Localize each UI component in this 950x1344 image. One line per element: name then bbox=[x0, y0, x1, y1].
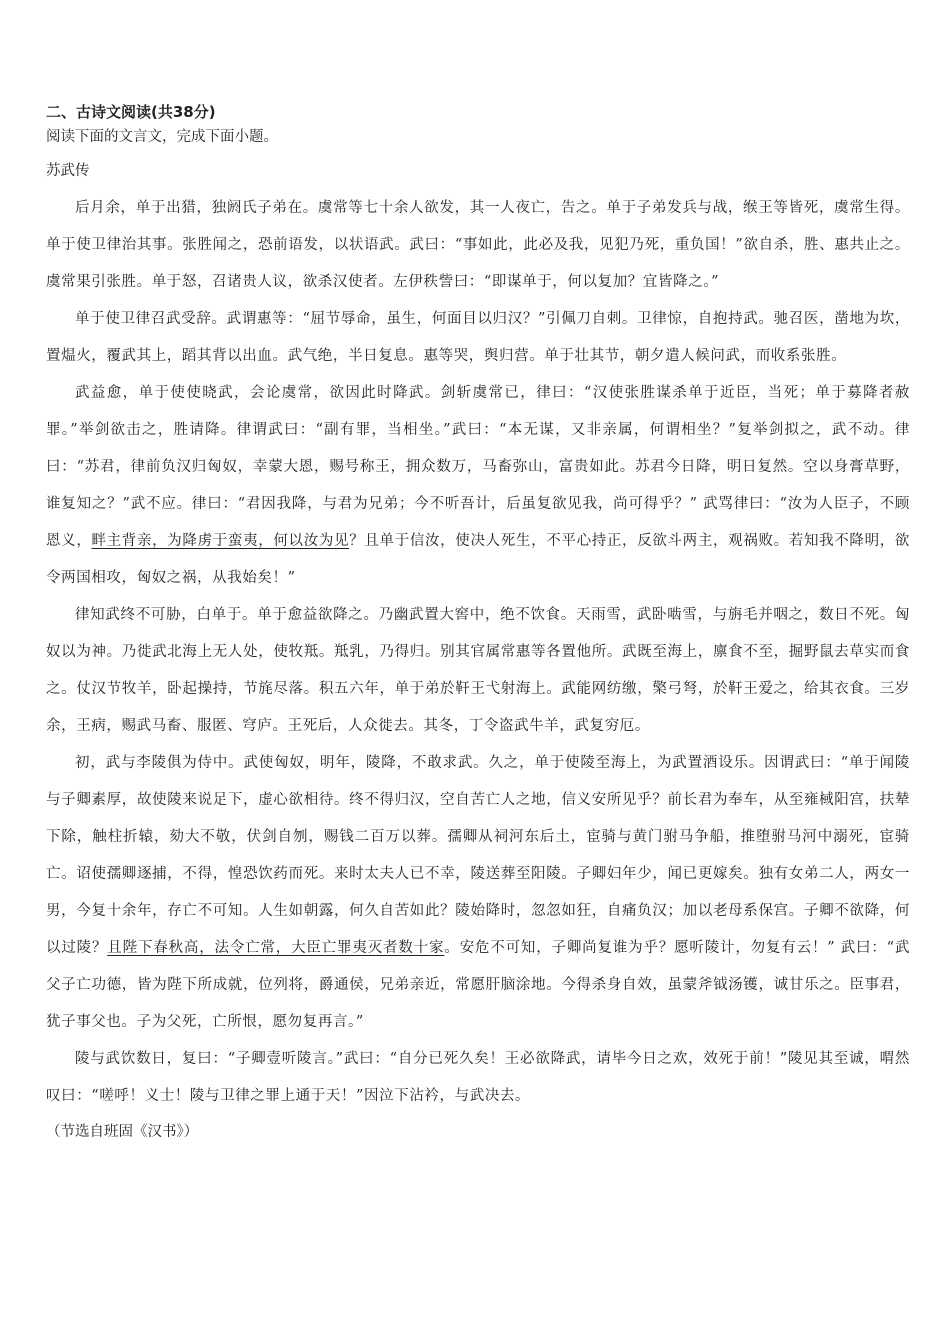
paragraph-1: 后月余，单于出猎，独阏氏子弟在。虞常等七十余人欲发，其一人夜亡，告之。单于子弟发兵与战，缑王等皆死，虞常生得。单于使卫律治其事。张胜闻之，恐前语发，以状语武。武曰：“事如此，此必及我，见犯乃死，重负国！”欲自杀，胜、惠共止之。虞常果引张胜。单于怒，召诸贵人议，欲杀汉使者。左伊秩訾曰：“即谋单于，何以复加？宜皆降之。” bbox=[46, 200, 910, 290]
paragraph-2: 单于使卫律召武受辞。武谓惠等：“屈节辱命，虽生，何面目以归汉？”引佩刀自刺。卫律惊，自抱持武。驰召医，凿地为坎，置煴火，覆武其上，蹈其背以出血。武气绝，半日复息。惠等哭，舆归营。单于壮其节，朝夕遣人候问武，而收系张胜。 bbox=[46, 311, 910, 364]
paragraph-6: 陵与武饮数日，复曰：“子卿壹听陵言。”武曰：“自分已死久矣！王必欲降武，请毕今日之欢，效死于前！”陵见其至诚，喟然叹曰：“嗟呼！义士！陵与卫律之罪上通于天！”因泣下沾衿，与武决去。 bbox=[46, 1051, 910, 1104]
underlined-sentence-2: 且陛下春秋高，法令亡常，大臣亡罪夷灭者数十家 bbox=[107, 940, 445, 956]
instruction-text: 阅读下面的文言文，完成下面小题。 bbox=[46, 129, 278, 145]
paragraph-5 bbox=[46, 745, 910, 1041]
paragraph-4: 律知武终不可胁，白单于。单于愈益欲降之。乃幽武置大窖中，绝不饮食。天雨雪，武卧啮雪，与旃毛并咽之，数日不死。匈奴以为神。乃徙武北海上无人处，使牧羝。羝乳，乃得归。别其官属常惠等各置他所。武既至海上，廪食不至，掘野鼠去草实而食之。仗汉节牧羊，卧起操持，节旄尽落。积五六年，单于弟於靬王弋射海上。武能网纺缴，檠弓弩，於靬王爱之，给其衣食。三岁余，王病，赐武马畜、服匿、穹庐。王死后，人众徙去。其冬，丁令盗武牛羊，武复穷厄。 bbox=[46, 607, 910, 734]
paragraph-3-text-a: 武益愈，单于使使晓武，会论虞常，欲因此时降武。剑斩虞常已，律曰：“汉使张胜谋杀单于近臣，当死；单于募降者赦罪。”举剑欲击之，胜请降。律谓武曰：“副有罪，当相坐。”武曰：“本无谋，又非亲属，何谓相坐？”复举剑拟之，武不动。律曰：“苏君，律前负汉归匈奴，幸蒙大恩，赐号称王，拥众数万，马畜弥山，富贵如此。苏君今日降，明日复然。空以身膏草野，谁复知之？”武不应。律曰：“君因我降，与君为兄弟；今不听吾计，后虽复欲见我，尚可得乎？” 武骂律曰：“汝为人臣子，不顾恩义， bbox=[46, 385, 910, 549]
source-citation: （节选自班固《汉书》） bbox=[46, 1124, 199, 1140]
document-page bbox=[46, 100, 910, 1147]
section-heading: 二、古诗文阅读(共38分) bbox=[46, 103, 216, 121]
paragraph-3-text-b: ？且单于信汝，使决人死生，不平心持正，反欲斗两主，观祸败。若知我不降明，欲令两国相攻，匈奴之祸，从我始矣！” bbox=[46, 533, 910, 586]
underlined-sentence-1: 畔主背亲，为降虏于蛮夷，何以汝为见 bbox=[91, 533, 350, 549]
passage-title: 苏武传 bbox=[46, 163, 90, 179]
paragraph-5-text-b: 。安危不可知，子卿尚复谁为乎？愿听陵计，勿复有云！” 武曰：“武父子亡功德，皆为陛下所成就，位列将，爵通侯，兄弟亲近，常愿肝脑涂地。今得杀身自效，虽蒙斧钺汤镬，诚甘乐之。臣事君，犹子事父也。子为父死，亡所恨，愿勿复再言。” bbox=[46, 940, 910, 1030]
paragraph-5-text-a: 初，武与李陵俱为侍中。武使匈奴，明年，陵降，不敢求武。久之，单于使陵至海上，为武置酒设乐。因谓武曰：“单于闻陵与子卿素厚，故使陵来说足下，虚心欲相待。终不得归汉，空自苦亡人之地，信义安所见乎？前长君为奉车，从至雍棫阳宫，扶辇下除，触柱折辕，劾大不敬，伏剑自刎，赐钱二百万以葬。孺卿从祠河东后土，宦骑与黄门驸马争船，推堕驸马河中溺死，宦骑亡。诏使孺卿逐捕，不得，惶恐饮药而死。来时太夫人已不幸，陵送葬至阳陵。子卿妇年少，闻已更嫁矣。独有女弟二人，两女一男，今复十余年，存亡不可知。人生如朝露，何久自苦如此？陵始降时，忽忽如狂，自痛负汉；加以老母系保宫。子卿不欲降，何以过陵？ bbox=[46, 755, 910, 956]
paragraph-3 bbox=[46, 375, 910, 597]
